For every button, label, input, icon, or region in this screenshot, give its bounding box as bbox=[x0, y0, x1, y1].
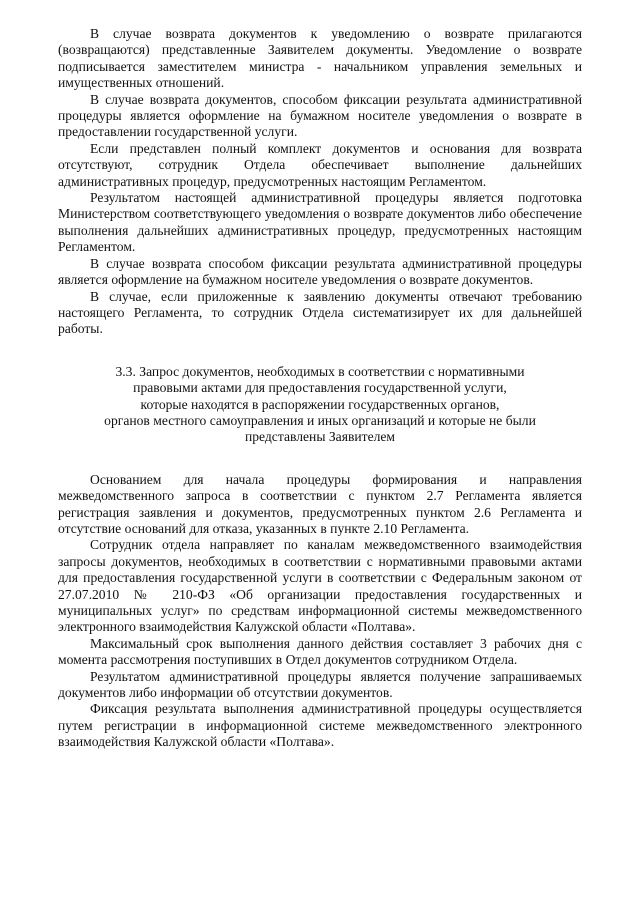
paragraph: В случае, если приложенные к заявлению документы отвечают требованию настоящего Регламента, то сотрудник Отдела систематизирует их для дальнейшей работы. bbox=[58, 288, 582, 337]
heading-line: органов местного самоуправления и иных организаций и которые не были bbox=[104, 412, 536, 428]
paragraph: Максимальный срок выполнения данного действия составляет 3 рабочих дня с момента рассмотрения поступивших в Отдел документов сотрудником Отдела. bbox=[58, 635, 582, 668]
paragraph: Основанием для начала процедуры формирования и направления межведомственного запроса в соответствии с пунктом 2.7 Регламента является регистрация заявления и документов, предусмотренных пунктом 2.6 Регламента и отсутствие оснований для отказа, указанных в пункте 2.10 Регламента. bbox=[58, 471, 582, 536]
document-page bbox=[58, 26, 582, 751]
paragraph: Если представлен полный комплект документов и основания для возврата отсутствуют, сотрудник Отдела обеспечивает выполнение дальнейших административных процедур, предусмотренных настоящим Регламентом. bbox=[58, 140, 582, 189]
paragraph: В случае возврата документов, способом фиксации результата административной процедуры является оформление на бумажном носителе уведомления о возврате в предоставлении государственной услуги. bbox=[58, 91, 582, 140]
heading-line: правовыми актами для предоставления государственной услуги, bbox=[133, 380, 507, 396]
heading-line: которые находятся в распоряжении государственных органов, bbox=[140, 396, 500, 412]
paragraph: В случае возврата документов к уведомлению о возврате прилагаются (возвращаются) представленные Заявителем документы. Уведомление о возврате подписывается заместителем министра - начальником управления земельных и имущественных отношений. bbox=[58, 26, 582, 91]
paragraph: Результатом настоящей административной процедуры является подготовка Министерством соответствующего уведомления о возврате документов либо обеспечение выполнения дальнейших административных процедур, предусмотренных настоящим Регламентом. bbox=[58, 190, 582, 255]
paragraph: Результатом административной процедуры является получение запрашиваемых документов либо информации об отсутствии документов. bbox=[58, 668, 582, 701]
heading-line: 3.3. Запрос документов, необходимых в соответствии с нормативными bbox=[115, 363, 525, 379]
section-heading bbox=[58, 364, 582, 446]
heading-line: представлены Заявителем bbox=[244, 429, 396, 445]
paragraph: В случае возврата способом фиксации результата административной процедуры является оформление на бумажном носителе уведомления о возврате документов. bbox=[58, 255, 582, 288]
paragraph: Фиксация результата выполнения административной процедуры осуществляется путем регистрации в информационной системе межведомственного электронного взаимодействия Калужской области «Полтава». bbox=[58, 701, 582, 750]
paragraph: Сотрудник отдела направляет по каналам межведомственного взаимодействия запросы документов, необходимых в соответствии с нормативными правовыми актами для предоставления государственной услуги в соответствии с Федеральным законом от 27.07.2010 № 210-ФЗ «Об организации предоставления государственных и муниципальных услуг» по средствам информационной системы межведомственного электронного взаимодействия Калужской области «Полтава». bbox=[58, 537, 582, 635]
